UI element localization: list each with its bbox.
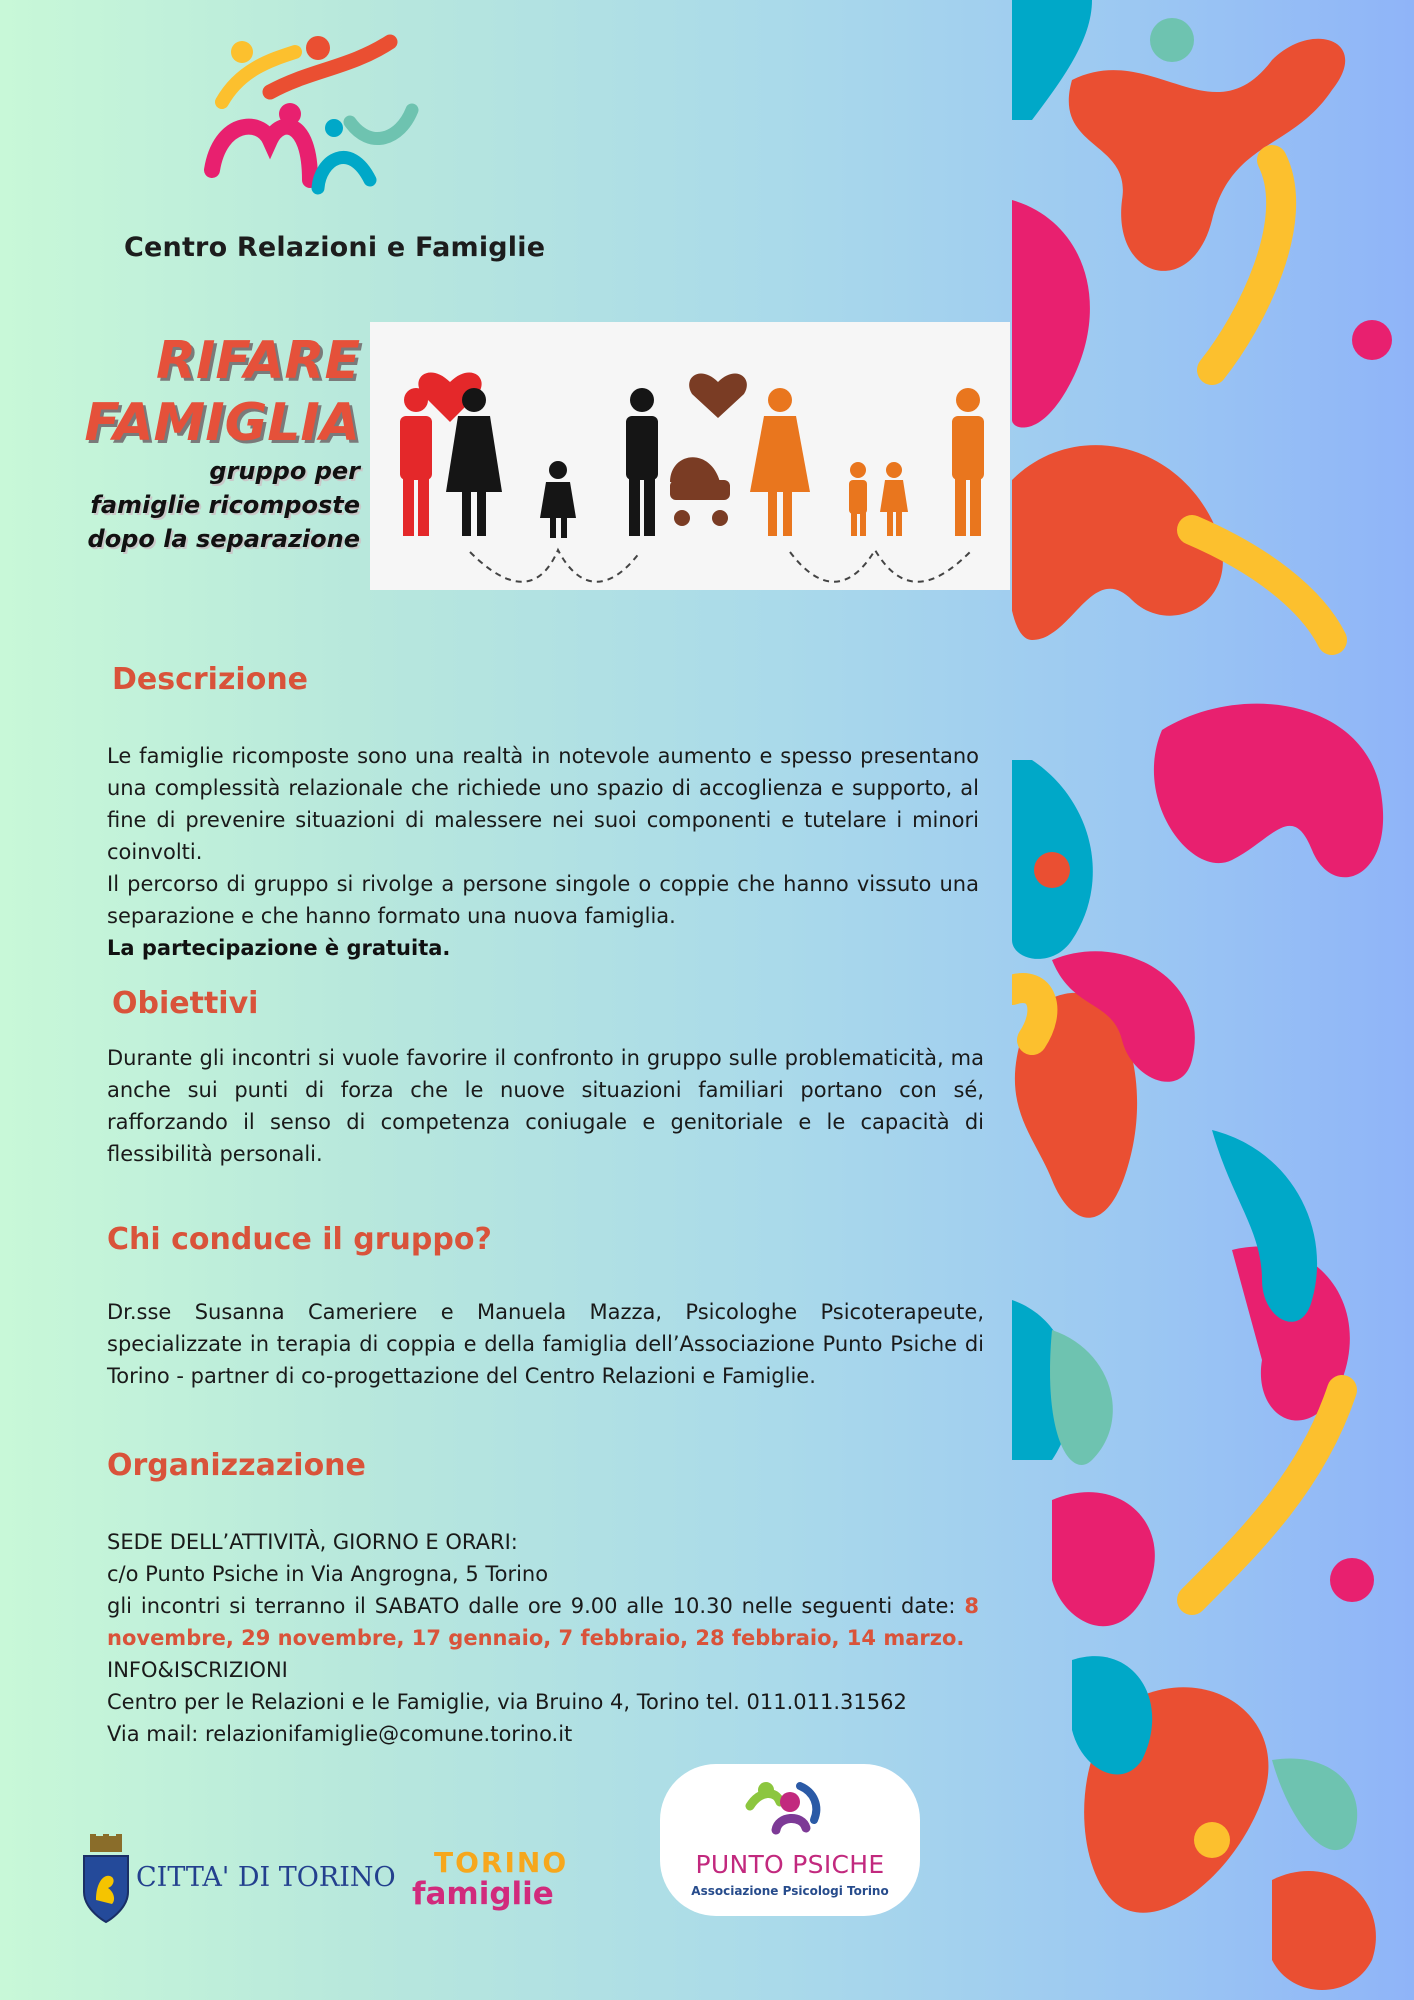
free-participation-note: La partecipazione è gratuita. — [107, 936, 451, 960]
org-schedule — [107, 1590, 979, 1654]
headline-sub2: famiglie ricomposte — [90, 491, 360, 519]
headline-sub1: gruppo per — [209, 457, 360, 485]
centro-relazioni-logo-icon — [200, 30, 430, 215]
city-crest-icon — [80, 1834, 132, 1926]
conduce-body — [107, 1296, 984, 1392]
descrizione-body — [107, 740, 979, 964]
obiettivi-body — [107, 1042, 984, 1170]
punto-psiche-subtitle: Associazione Psicologi Torino — [691, 1884, 889, 1898]
conduce-paragraph: Dr.sse Susanna Cameriere e Manuela Mazza, Psicologhe Psicoterapeute, specializzate in terapia di coppia e della famiglia dell’Associazione Punto Psiche di Torino - partner di co-progettazione del Centro Relazioni e Famiglie. — [107, 1300, 984, 1388]
torino-word: TORINO — [434, 1846, 569, 1879]
family-figures-icon — [370, 322, 1010, 590]
heading-obiettivi: Obiettivi — [112, 986, 259, 1021]
org-line: c/o Punto Psiche in Via Angrogna, 5 Torino — [107, 1562, 549, 1586]
org-line: INFO&ISCRIZIONI — [107, 1658, 288, 1682]
headline-sub3: dopo la separazione — [87, 525, 360, 553]
org-contact: Centro per le Relazioni e le Famiglie, via Bruino 4, Torino tel. 011.011.31562 — [107, 1690, 907, 1714]
heading-descrizione: Descrizione — [112, 662, 309, 697]
org-line: SEDE DELL’ATTIVITÀ, GIORNO E ORARI: — [107, 1530, 518, 1554]
descrizione-paragraph: Le famiglie ricomposte sono una realtà in notevole aumento e spesso presentano una complessità relazionale che richiede uno spazio di accoglienza e supporto, al fine di prevenire situazioni di malessere nei suoi componenti e tutelare i minori coinvolti. — [107, 744, 979, 864]
decorative-side-art — [1012, 0, 1414, 2000]
citta-di-torino-logo: CITTA' DI TORINO — [136, 1862, 396, 1893]
famiglie-word: famiglie — [412, 1876, 554, 1912]
org-email: Via mail: relazionifamiglie@comune.torino.it — [107, 1722, 573, 1746]
org-schedule-text: gli incontri si terranno il SABATO dalle ore 9.00 alle 10.30 nelle seguenti date: — [107, 1594, 956, 1618]
headline-block — [40, 330, 360, 556]
punto-psiche-figures-icon — [742, 1776, 828, 1842]
organizzazione-body — [107, 1526, 979, 1750]
heading-organizzazione: Organizzazione — [107, 1448, 366, 1483]
org-dates: 8 novembre, 29 novembre, 17 gennaio, 7 febbraio, 28 febbraio, 14 marzo. — [107, 1594, 979, 1650]
descrizione-paragraph: Il percorso di gruppo si rivolge a persone singole o coppie che hanno vissuto una separazione e che hanno formato una nuova famiglia. — [107, 872, 979, 928]
brand-title: Centro Relazioni e Famiglie — [124, 232, 546, 263]
torino-famiglie-logo — [412, 1846, 569, 1926]
obiettivi-paragraph: Durante gli incontri si vuole favorire il confronto in gruppo sulle problematicità, ma anche sui punti di forza che le nuove situazioni familiari portano con sé, rafforzando il senso di competenza coniugale e genitoriale e le capacità di flessibilità personali. — [107, 1046, 984, 1166]
punto-psiche-title: PUNTO PSICHE — [695, 1850, 885, 1879]
headline-line2: FAMIGLIA — [84, 393, 360, 453]
headline-line1: RIFARE — [155, 331, 360, 391]
heading-chi-conduce: Chi conduce il gruppo? — [107, 1222, 492, 1257]
